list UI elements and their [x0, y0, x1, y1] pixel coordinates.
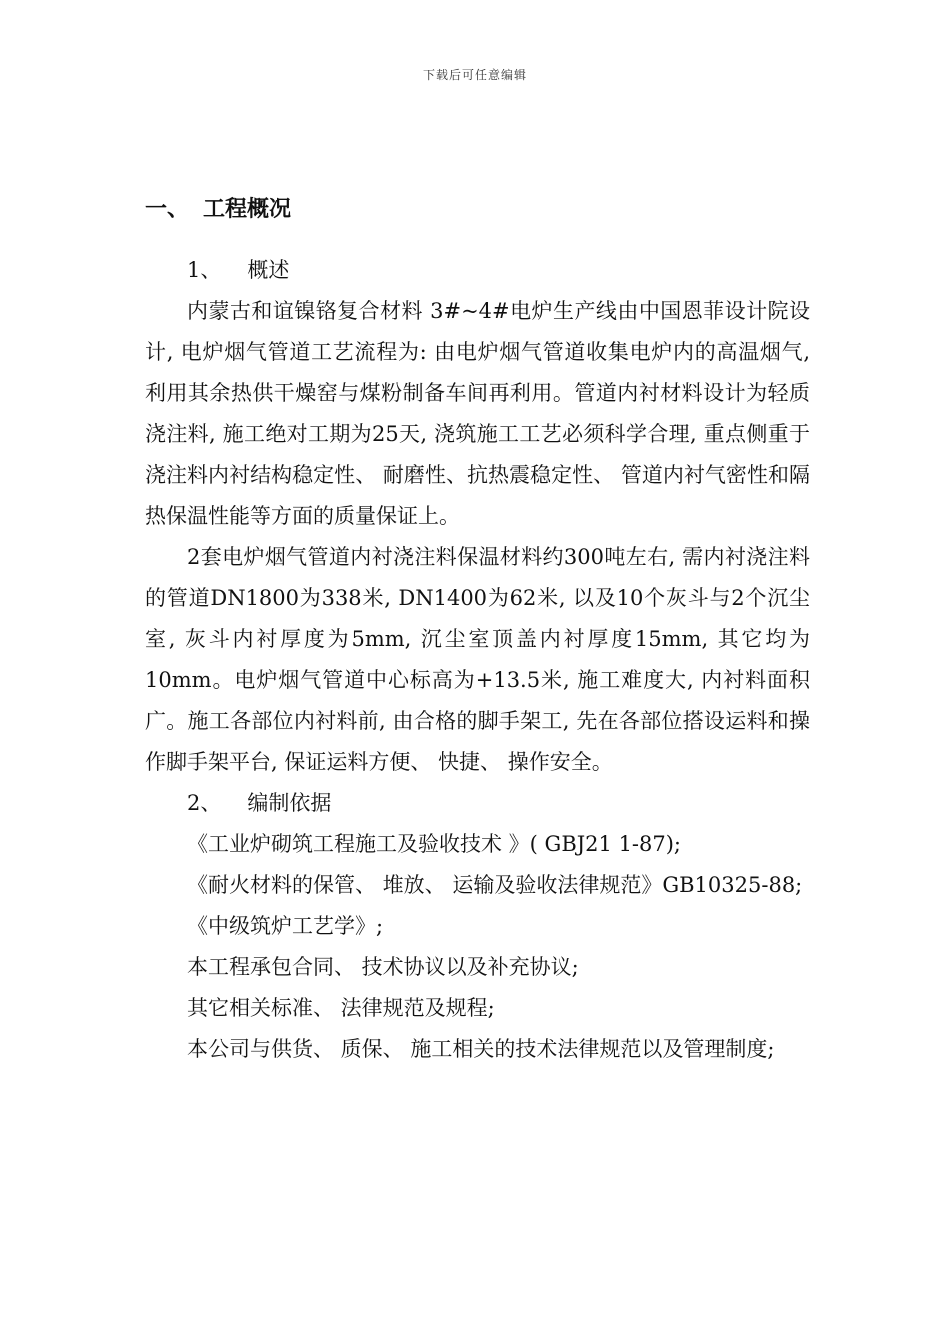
basis-item: 《中级筑炉工艺学》;: [187, 914, 384, 938]
subheading-title: 编制依据: [247, 791, 332, 815]
paragraph: 2套电炉烟气管道内衬浇注料保温材料约300吨左右, 需内衬浇注料的管道DN1800为338米, DN1400为62米, 以及10个灰斗与2个沉尘室, 灰斗内衬厚度为5mm, 沉尘室顶盖内衬厚度15mm, 其它均为10mm。电炉烟气管道中心标高为+13.5米, 施工难度大, 内衬料面积广。施工各部位内衬料前, 由合格的脚手架工, 先在各部位搭设运料和操作脚手架平台, 保证运料方便、 快捷、 操作安全。: [145, 545, 810, 774]
section-number: 一、: [145, 197, 190, 222]
paragraph: 内蒙古和谊镍铬复合材料 3#~4#电炉生产线由中国恩菲设计院设计, 电炉烟气管道工艺流程为: 由电炉烟气管道收集电炉内的高温烟气, 利用其余热供干燥窑与煤粉制备车间再利用。管道内衬材料设计为轻质浇注料, 施工绝对工期为25天, 浇筑施工工艺必须科学合理, 重点侧重于浇注料内衬结构稳定性、 耐磨性、抗热震稳定性、 管道内衬气密性和隔热保温性能等方面的质量保证上。: [145, 299, 810, 528]
section-heading: [145, 192, 291, 223]
subheading-overview: [145, 250, 810, 291]
header-note: 下载后可任意编辑: [422, 68, 527, 82]
section-title: 工程概况: [203, 197, 292, 222]
subheading-basis: [145, 783, 810, 824]
basis-item: 本公司与供货、 质保、 施工相关的技术法律规范以及管理制度;: [187, 1037, 775, 1061]
subheading-number: 1、: [187, 258, 222, 282]
subheading-title: 概述: [247, 258, 290, 282]
basis-item: 其它相关标准、 法律规范及规程;: [187, 996, 495, 1020]
document-body: [145, 250, 810, 1070]
basis-item: 《工业炉砌筑工程施工及验收技术 》( GBJ21 1-87);: [187, 832, 682, 856]
subheading-number: 2、: [187, 791, 222, 815]
basis-item: 本工程承包合同、 技术协议以及补充协议;: [187, 955, 579, 979]
basis-item: 《耐火材料的保管、 堆放、 运输及验收法律规范》GB10325-88;: [187, 873, 803, 897]
